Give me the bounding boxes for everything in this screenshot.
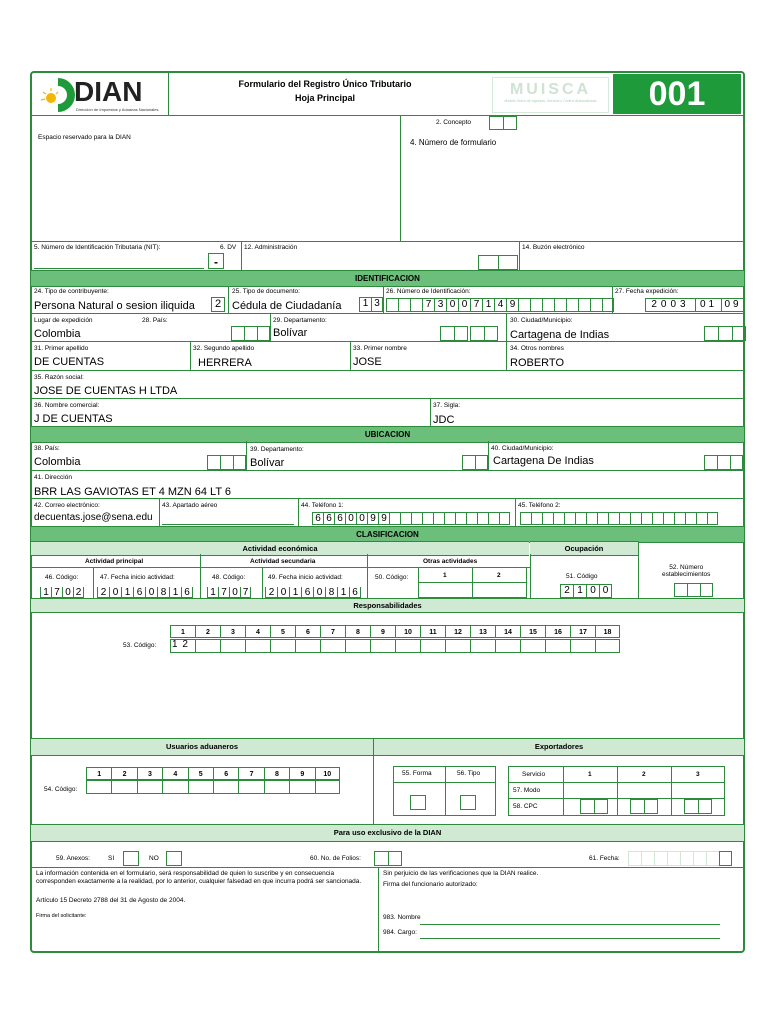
- column-number: 6: [295, 625, 320, 638]
- column-number: 15: [520, 625, 545, 638]
- identificacion-header: [31, 270, 744, 287]
- column-number: 17: [570, 625, 595, 638]
- muisca-subtitle: Modelo Único de Ingresos, Servicio y Control Automatizado: [504, 99, 597, 103]
- codigo51-label: 51. Código: [566, 573, 598, 580]
- nombre-label: 983. Nombre: [383, 914, 421, 921]
- dian-use-title: Para uso exclusivo de la DIAN: [333, 828, 442, 837]
- fecha-expedicion-label: 27. Fecha expedición:: [615, 288, 679, 295]
- folios-boxes[interactable]: [374, 851, 402, 866]
- cpc-label: 58. CPC: [513, 803, 538, 810]
- correo-value: decuentas.jose@sena.edu: [34, 512, 153, 523]
- fecha49-digit: 0: [313, 587, 325, 598]
- code-cell[interactable]: [245, 639, 270, 653]
- direccion-label: 41. Dirección: [34, 474, 72, 481]
- codigo48-label: 48. Código:: [212, 574, 246, 581]
- ubic-pais-boxes[interactable]: [207, 455, 246, 470]
- column-number: 10: [395, 625, 420, 638]
- si-label: SI: [108, 855, 115, 862]
- dian-sun-icon: [38, 76, 76, 114]
- form-title-line1: Formulario del Registro Único Tributario: [238, 79, 412, 89]
- tipo-documento-code-1: 1: [359, 297, 371, 312]
- tipo-documento-code-2: 3: [371, 297, 383, 312]
- column-number: 3: [137, 767, 162, 780]
- code-cell[interactable]: [320, 639, 345, 653]
- column-number: 9: [289, 767, 314, 780]
- nid-digit: 7: [422, 298, 434, 312]
- tel1-digit: 0: [356, 512, 367, 525]
- actividad-principal-label: Actividad principal: [85, 558, 144, 565]
- codigo51-digit: 0: [586, 584, 599, 598]
- code-cell[interactable]: [162, 780, 187, 794]
- column-number: 14: [495, 625, 520, 638]
- codigo46-digit: 0: [62, 587, 73, 598]
- no-label: NO: [149, 855, 159, 862]
- fecha-dian-label: 61. Fecha:: [589, 855, 620, 862]
- responsabilidades-header: [31, 598, 744, 613]
- tipo-contribuyente-value: Persona Natural o sesion iliquida: [34, 300, 195, 312]
- servicio-col-1: 1: [588, 771, 592, 778]
- ubic-ciudad-label: 40. Ciudad/Municipio:: [491, 445, 554, 452]
- telefono1-boxes[interactable]: [312, 512, 510, 525]
- nit-label: 5. Número de Identificación Tributaria (NIT):: [34, 244, 161, 251]
- fecha47-digit: 6: [181, 587, 193, 598]
- administracion-boxes[interactable]: [478, 255, 518, 270]
- codigo48-digit: 7: [218, 587, 229, 598]
- servicio-col-2: 2: [642, 771, 646, 778]
- code-cell[interactable]: [295, 639, 320, 653]
- servicio-label: Servicio: [522, 771, 546, 778]
- establecimientos-label: [662, 564, 710, 578]
- nombre-comercial-label: 36. Nombre comercial:: [34, 402, 100, 409]
- fecha47-digit: 1: [169, 587, 181, 598]
- exportadores-title: Exportadores: [534, 742, 584, 751]
- column-number: 3: [220, 625, 245, 638]
- column-number: 9: [370, 625, 395, 638]
- primer-nombre-label: 33. Primer nombre: [353, 345, 407, 352]
- fecha49-label: 49. Fecha inicio actividad:: [268, 574, 343, 581]
- column-number: 16: [545, 625, 570, 638]
- tel1-digit: 0: [345, 512, 356, 525]
- departamento-label: 29. Departamento:: [273, 317, 327, 324]
- column-number: 5: [188, 767, 213, 780]
- aduaneros-boxes[interactable]: [86, 780, 340, 794]
- ciudad-label: 30. Ciudad/Municipio:: [510, 317, 573, 324]
- reserved-label: Espacio reservado para la DIAN: [38, 134, 131, 141]
- actividad-economica-header: [31, 541, 529, 556]
- fecha-year: 2003: [645, 298, 695, 312]
- code-cell[interactable]: [520, 639, 545, 653]
- ocupacion-header: [530, 541, 638, 556]
- firma-solicitante-label: Firma del solicitante:: [36, 913, 87, 919]
- dv-label: 6. DV: [220, 244, 237, 251]
- segundo-apellido-label: 32. Segundo apellido: [193, 345, 255, 352]
- cpc-boxes-3[interactable]: [684, 799, 712, 814]
- tipo-documento-value: Cédula de Ciudadanía: [232, 300, 342, 312]
- column-number: 4: [245, 625, 270, 638]
- fecha49-digit: 1: [289, 587, 301, 598]
- disclaimer-text: La información contenida en el formulario, será responsabilidad de quien lo suscribe y en consecuencia corresponden exactamente a la realidad, por lo anterior, cualquier falsedad en que incurra podrá ser sancionada.: [36, 870, 362, 885]
- telefono2-boxes[interactable]: [520, 512, 718, 525]
- nid-digit: 1: [482, 298, 494, 312]
- forma-label: 55. Forma: [402, 770, 432, 777]
- fecha49-boxes[interactable]: [265, 587, 361, 598]
- razon-social-value: JOSE DE CUENTAS H LTDA: [34, 385, 178, 397]
- code-cell[interactable]: [220, 639, 245, 653]
- codigo48-boxes[interactable]: [207, 587, 251, 598]
- ciudad-value: Cartagena de Indias: [510, 329, 610, 341]
- otras-col2: 2: [497, 572, 501, 579]
- numero-identificacion-boxes[interactable]: [386, 298, 614, 312]
- fecha47-digit: 8: [157, 587, 169, 598]
- articulo-text: Artículo 15 Decreto 2788 del 31 de Agosto de 2004.: [36, 897, 186, 904]
- form-title: [200, 77, 450, 105]
- pais-value: Colombia: [34, 328, 81, 340]
- fecha47-digit: 0: [145, 587, 157, 598]
- code-cell[interactable]: [270, 639, 295, 653]
- fecha47-digit: 6: [133, 587, 145, 598]
- nid-digit: 9: [506, 298, 518, 312]
- pais-code-boxes[interactable]: [231, 326, 270, 341]
- column-number: 8: [264, 767, 289, 780]
- column-number: 5: [270, 625, 295, 638]
- ubic-ciudad-value: Cartagena De Indias: [493, 455, 594, 467]
- tipo-contribuyente-code-box[interactable]: [211, 297, 225, 312]
- concepto-boxes[interactable]: [489, 116, 517, 130]
- column-number: 4: [162, 767, 187, 780]
- column-number: 10: [315, 767, 340, 780]
- dian-logo-text: DIAN: [74, 76, 143, 107]
- exportadores-header: [374, 738, 744, 756]
- concepto-label: 2. Concepto: [436, 119, 472, 126]
- resp-codigo-label: 53. Código:: [123, 642, 157, 649]
- column-number: 8: [345, 625, 370, 638]
- muisca-logo: [492, 77, 609, 113]
- column-number: 2: [195, 625, 220, 638]
- departamento-value: Bolívar: [273, 327, 308, 339]
- actividad-economica-title: Actividad económica: [242, 544, 318, 553]
- fecha47-digit: 1: [121, 587, 133, 598]
- code-cell[interactable]: [188, 780, 213, 794]
- identificacion-title: IDENTIFICACION: [355, 274, 420, 283]
- codigo51-digit: 2: [560, 584, 573, 598]
- dian-logo-subtitle: Dirección de Impuestos y Aduanas Nacionales: [76, 107, 159, 112]
- nid-digit: 4: [494, 298, 506, 312]
- code-cell[interactable]: [595, 639, 620, 653]
- fecha47-boxes[interactable]: [97, 587, 193, 598]
- code-cell[interactable]: [445, 639, 470, 653]
- fecha47-digit: 2: [97, 587, 109, 598]
- codigo51-digit: 0: [599, 584, 612, 598]
- ocupacion-title: Ocupación: [564, 544, 604, 553]
- correo-label: 42. Correo electrónico:: [34, 502, 100, 509]
- dian-logo: [38, 76, 158, 114]
- primer-apellido-value: DE CUENTAS: [34, 356, 105, 368]
- actividad-secundaria-label: Actividad secundaria: [250, 558, 316, 565]
- codigo48-digit: 7: [240, 587, 251, 598]
- ubic-ciudad-boxes[interactable]: [704, 455, 743, 470]
- cpc-boxes-1[interactable]: [580, 799, 608, 814]
- ubic-departamento-value: Bolívar: [250, 457, 285, 469]
- no-box[interactable]: [166, 851, 182, 866]
- code-cell[interactable]: [315, 780, 340, 794]
- code-cell[interactable]: [395, 639, 420, 653]
- usuarios-aduaneros-header: [31, 738, 373, 756]
- tel1-digit: 9: [367, 512, 378, 525]
- code-cell[interactable]: [545, 639, 570, 653]
- tel1-digit: 9: [378, 512, 389, 525]
- column-number: 1: [170, 625, 195, 638]
- code-cell[interactable]: [137, 780, 162, 794]
- otros-nombres-label: 34. Otros nombres: [510, 345, 564, 352]
- code-cell[interactable]: [470, 639, 495, 653]
- administracion-label: 12. Administración: [244, 244, 298, 251]
- column-number: 18: [595, 625, 620, 638]
- segundo-apellido-value: HERRERA: [198, 357, 252, 369]
- fecha-dian-boxes[interactable]: [628, 851, 732, 866]
- code-cell[interactable]: [370, 639, 395, 653]
- codigo50-label: 50. Código:: [375, 574, 409, 581]
- muisca-logo-text: MUISCA: [509, 81, 592, 98]
- tipo-box[interactable]: [460, 795, 476, 810]
- responsabilidades-columns: [170, 625, 620, 638]
- si-box[interactable]: [123, 851, 139, 866]
- code-cell[interactable]: [213, 780, 238, 794]
- telefono2-label: 45. Teléfono 2:: [518, 502, 561, 509]
- tel1-digit: 6: [312, 512, 323, 525]
- fecha47-digit: 0: [109, 587, 121, 598]
- folios-label: 60. No. de Folios:: [310, 855, 361, 862]
- code-cell[interactable]: [86, 780, 111, 794]
- tel1-digit: 6: [323, 512, 334, 525]
- usuarios-aduaneros-title: Usuarios aduaneros: [165, 742, 239, 751]
- fecha-expedicion-boxes[interactable]: [645, 298, 745, 312]
- tipo-label: 56. Tipo: [457, 770, 481, 777]
- dian-use-header: [31, 824, 744, 842]
- ubic-pais-label: 38. País:: [34, 445, 60, 452]
- column-number: 2: [111, 767, 136, 780]
- primer-apellido-label: 31. Primer apellido: [34, 345, 89, 352]
- verificaciones-text: Sin perjuicio de las verificaciones que la DIAN realice.: [383, 870, 539, 877]
- nit-input[interactable]: [34, 258, 204, 269]
- code-cell[interactable]: [289, 780, 314, 794]
- sigla-value: JDC: [433, 414, 455, 426]
- tipo-contribuyente-label: 24. Tipo de contribuyente:: [34, 288, 109, 295]
- apartado-label: 43. Apartado aéreo: [162, 502, 218, 509]
- cpc-boxes-2[interactable]: [630, 799, 658, 814]
- modo-label: 57. Modo: [513, 787, 541, 794]
- form-code: 001: [613, 74, 741, 114]
- codigo48-digit: 1: [207, 587, 218, 598]
- code-cell[interactable]: [111, 780, 136, 794]
- numero-identificacion-label: 26. Número de Identificación:: [386, 288, 471, 295]
- form-title-line2: Hoja Principal: [294, 93, 356, 103]
- code-cell[interactable]: [420, 639, 445, 653]
- resp-first-value: 1 2: [172, 639, 189, 650]
- codigo46-boxes[interactable]: [40, 587, 84, 598]
- otras-actividades-label: Otras actividades: [423, 558, 478, 565]
- ciudad-code-boxes[interactable]: [704, 326, 746, 341]
- responsabilidades-title: Responsabilidades: [353, 601, 422, 610]
- column-number: 6: [213, 767, 238, 780]
- ubic-departamento-label: 39. Departamento:: [250, 446, 304, 453]
- code-cell[interactable]: [495, 639, 520, 653]
- nombre-comercial-value: J DE CUENTAS: [34, 413, 113, 425]
- column-number: 7: [320, 625, 345, 638]
- column-number: 1: [86, 767, 111, 780]
- fecha49-digit: 6: [301, 587, 313, 598]
- dv-box[interactable]: [208, 253, 224, 269]
- aduaneros-columns: [86, 767, 340, 780]
- direccion-value: BRR LAS GAVIOTAS ET 4 MZN 64 LT 6: [34, 486, 232, 498]
- fecha49-digit: 6: [349, 587, 361, 598]
- ubic-pais-value: Colombia: [34, 456, 81, 468]
- codigo51-boxes[interactable]: [560, 584, 612, 598]
- lugar-expedicion-label: Lugar de expedición: [34, 317, 93, 324]
- tipo-documento-label: 25. Tipo de documento:: [232, 288, 300, 295]
- nid-digit: 0: [458, 298, 470, 312]
- column-number: 7: [238, 767, 263, 780]
- code-cell[interactable]: [195, 639, 220, 653]
- code-cell[interactable]: [238, 780, 263, 794]
- codigo46-digit: 1: [40, 587, 51, 598]
- code-cell[interactable]: [345, 639, 370, 653]
- codigo51-digit: 1: [573, 584, 586, 598]
- nid-digit: 0: [446, 298, 458, 312]
- otros-nombres-value: ROBERTO: [510, 357, 564, 369]
- tel1-digit: 6: [334, 512, 345, 525]
- codigo48-digit: 0: [229, 587, 240, 598]
- apartado-input[interactable]: [162, 514, 294, 525]
- code-cell[interactable]: [264, 780, 289, 794]
- primer-nombre-value: JOSE: [353, 356, 382, 368]
- responsabilidades-boxes[interactable]: [170, 639, 620, 653]
- numero-formulario-label: 4. Número de formulario: [410, 138, 497, 147]
- fecha49-digit: 1: [337, 587, 349, 598]
- fecha49-digit: 8: [325, 587, 337, 598]
- anexos-label: 59. Anexos:: [56, 855, 90, 862]
- ubicacion-title: UBICACION: [364, 430, 411, 439]
- fecha-day: 09: [721, 298, 745, 312]
- ubic-departamento-boxes[interactable]: [462, 455, 488, 470]
- tipo-documento-code-boxes[interactable]: [359, 297, 383, 312]
- tipo-contribuyente-code: 2: [214, 298, 222, 310]
- establecimientos-label-1: 52. Número: [669, 564, 704, 571]
- codigo46-digit: 2: [73, 587, 84, 598]
- razon-social-label: 35. Razón social:: [34, 374, 84, 381]
- establecimientos-label-2: establecimientos: [662, 571, 711, 578]
- adu-codigo-label: 54. Código:: [44, 786, 78, 793]
- fecha49-digit: 0: [277, 587, 289, 598]
- column-number: 12: [445, 625, 470, 638]
- fecha47-label: 47. Fecha inicio actividad:: [100, 574, 175, 581]
- cargo-label: 984. Cargo:: [383, 929, 417, 936]
- telefono1-label: 44. Teléfono 1:: [301, 502, 344, 509]
- nid-digit: 7: [470, 298, 482, 312]
- forma-box[interactable]: [410, 795, 426, 810]
- column-number: 11: [420, 625, 445, 638]
- dv-dash: -: [214, 255, 218, 269]
- nid-digit: 3: [434, 298, 446, 312]
- sigla-label: 37. Sigla:: [433, 402, 461, 409]
- codigo46-label: 46. Código:: [45, 574, 79, 581]
- fecha49-digit: 2: [265, 587, 277, 598]
- otras-col1: 1: [443, 572, 447, 579]
- codigo46-digit: 7: [51, 587, 62, 598]
- establecimientos-boxes[interactable]: [674, 583, 713, 597]
- firma-funcionario-label: Firma del funcionario autorizado:: [383, 881, 478, 888]
- pais-label: 28. País:: [142, 317, 168, 324]
- ubicacion-header: [31, 426, 744, 443]
- fecha-month: 01: [695, 298, 721, 312]
- clasificacion-title: CLASIFICACION: [356, 530, 419, 539]
- column-number: 13: [470, 625, 495, 638]
- departamento-code-boxes[interactable]: [440, 326, 468, 341]
- servicio-col-3: 3: [696, 771, 700, 778]
- buzon-label: 14. Buzón electrónico: [522, 244, 585, 251]
- code-cell[interactable]: [570, 639, 595, 653]
- departamento-code-boxes-2[interactable]: [470, 326, 498, 341]
